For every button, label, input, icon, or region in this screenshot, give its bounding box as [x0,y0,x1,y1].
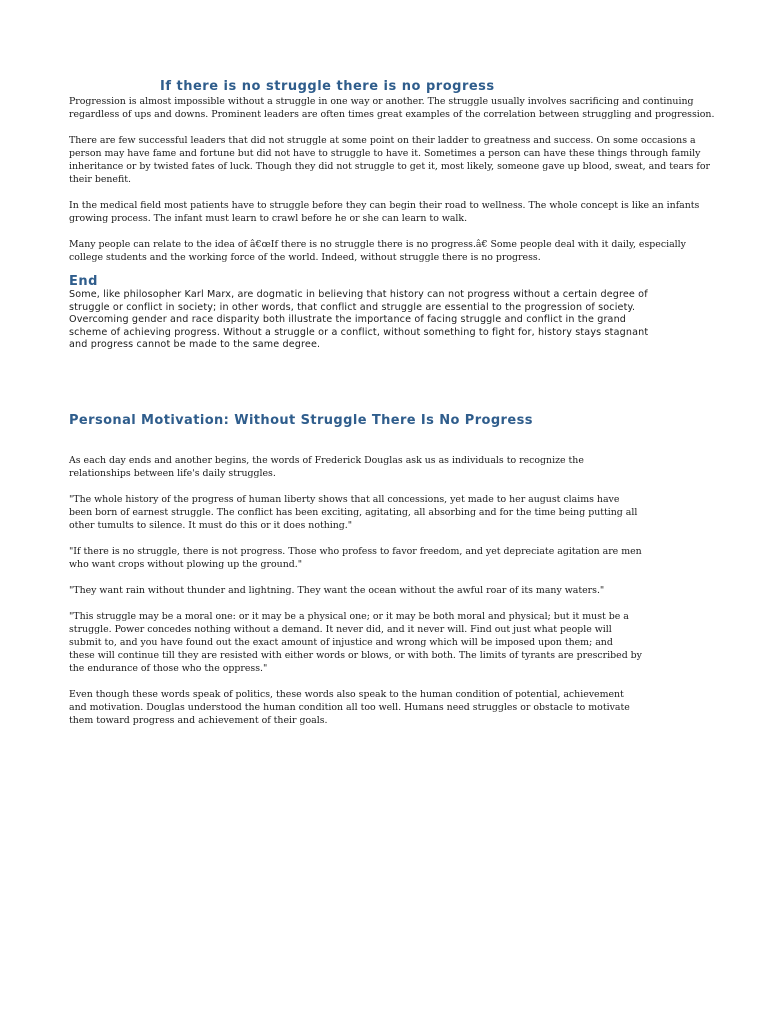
text-line: scheme of achieving progress. Without a struggle or a conflict, without something to fight for, history stays stagnant [69,326,649,338]
text-line: the endurance of those who the oppress." [69,663,268,674]
paragraph [69,134,711,186]
paragraph [69,545,642,571]
text-line: struggle or conflict in society; in other words, that conflict and struggle are essential to the progression of society. [69,301,636,313]
text-line: Overcoming gender and race disparity both illustrate the importance of facing struggle and conflict in the grand [69,314,627,325]
paragraph [69,584,629,597]
text-line: growing process. The infant must learn to crawl before he or she can learn to walk. [69,213,468,224]
section-body-personal-motivation [69,454,642,740]
text-line: inheritance or by twisted fates of luck. Though they did not struggle to get it, most likely, someone gave up blood, sweat, and tears for [69,161,711,172]
paragraph [69,493,638,532]
text-line: As each day ends and another begins, the words of Frederick Douglas ask us as individuals to recognize the [69,455,584,466]
text-line: struggle. Power concedes nothing without a demand. It never did, and it never will. Find out just what people will [69,624,612,635]
paragraph [69,238,699,264]
text-line: and motivation. Douglas understood the human condition all too well. Humans need struggles or obstacle to motivate [69,702,630,713]
text-line: Many people can relate to the idea of â€œIf there is no struggle there is no progress.â€ Some people deal with it daily, especially [69,239,686,250]
text-line: person may have fame and fortune but did not have to struggle to have it. Sometimes a person can have these things through family [69,148,701,159]
text-line: relationships between life's daily struggles. [69,468,276,479]
section-title-end: End [69,274,98,289]
text-line: other tumults to silence. It must do this or it does nothing." [69,520,353,531]
text-line: Progression is almost impossible without a struggle in one way or another. The struggle usually involves sacrificing and continuing [69,96,694,107]
paragraph [69,610,642,675]
text-line: Even though these words speak of politics, these words also speak to the human condition of potential, achievement [69,689,624,700]
section-title-struggle-progress: If there is no struggle there is no progress [160,79,495,94]
text-line: their benefit. [69,174,131,185]
text-line: "If there is no struggle, there is not progress. Those who profess to favor freedom, and yet depreciate agitation are men [69,546,642,557]
text-line: them toward progress and achievement of their goals. [69,715,328,726]
section-body-struggle-progress [69,95,715,277]
text-line: "They want rain without thunder and lightning. They want the ocean without the awful roar of its many waters." [69,585,605,596]
text-line: submit to, and you have found out the exact amount of injustice and wrong which will be imposed upon them; and [69,637,613,648]
paragraph [69,289,699,352]
text-line: "The whole history of the progress of human liberty shows that all concessions, yet made to her august claims have [69,494,620,505]
text-line: college students and the working force of the world. Indeed, without struggle there is no progress. [69,252,541,263]
text-line: In the medical field most patients have to struggle before they can begin their road to wellness. The whole concept is like an infants [69,200,700,211]
paragraph [69,199,699,225]
section-body-end [69,289,699,352]
section-title-personal-motivation: Personal Motivation: Without Struggle There Is No Progress [69,413,533,428]
text-line: been born of earnest struggle. The conflict has been exciting, agitating, all absorbing and for the time being putting all [69,507,638,518]
text-line: who want crops without plowing up the ground." [69,559,303,570]
paragraph [69,95,715,121]
text-line: There are few successful leaders that did not struggle at some point on their ladder to greatness and success. On some occasions a [69,135,696,146]
text-line: Some, like philosopher Karl Marx, are dogmatic in believing that history can not progress without a certain degree of [69,289,648,300]
paragraph [69,688,629,727]
paragraph [69,454,629,480]
text-line: these will continue till they are resisted with either words or blows, or with both. The limits of tyrants are prescribed by [69,650,642,661]
text-line: regardless of ups and downs. Prominent leaders are often times great examples of the correlation between struggling and progression. [69,109,715,120]
text-line: "This struggle may be a moral one: or it may be a physical one; or it may be both moral and physical; but it must be a [69,611,629,622]
text-line: and progress cannot be made to the same degree. [69,339,321,350]
